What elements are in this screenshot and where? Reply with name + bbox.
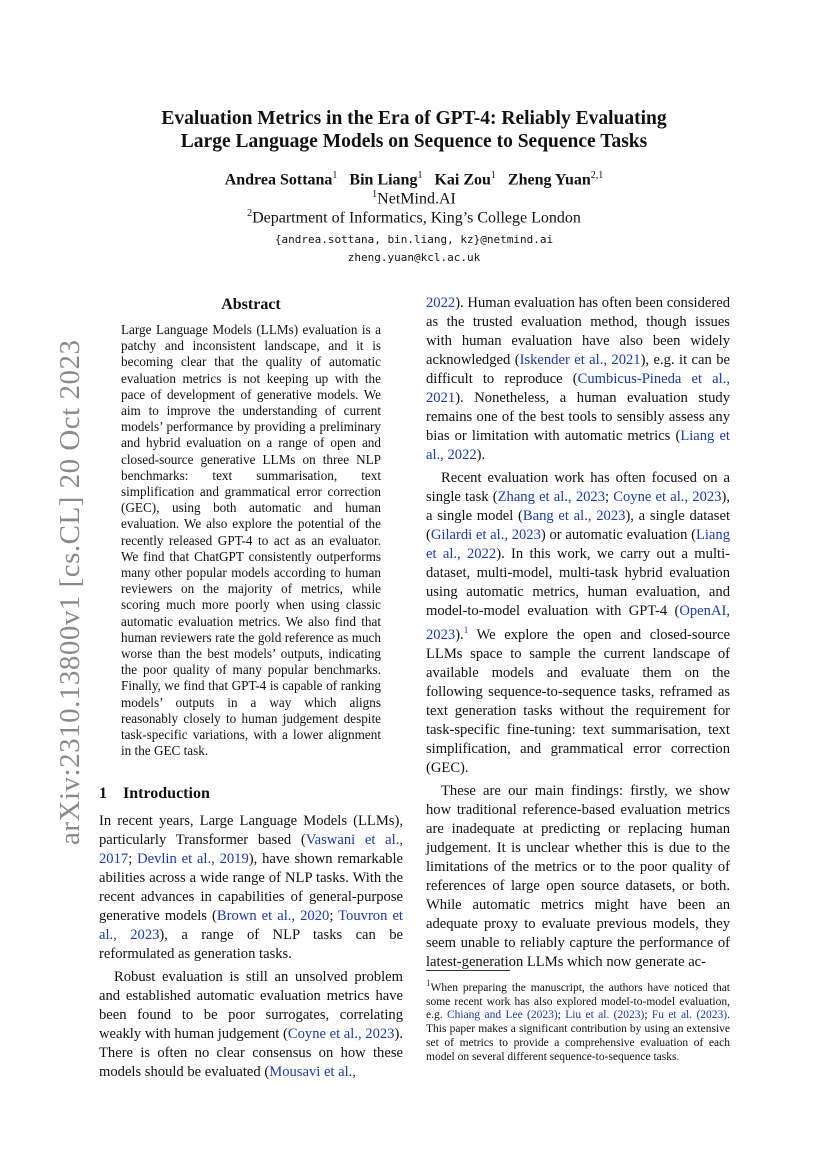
citation-link[interactable]: Brown et al., 2020 — [216, 908, 330, 924]
paragraph-text: ). There is often no clear consensus on how these models should be evaluated ( — [99, 1026, 403, 1080]
citation-link[interactable]: Liang et al., 2022 — [426, 527, 730, 562]
citation-link[interactable]: Devlin et al., 2019 — [137, 851, 249, 867]
footnote-mark[interactable]: 1 — [463, 625, 469, 635]
citation-link[interactable]: Bang et al., 2023 — [522, 508, 626, 524]
footnote-mark[interactable]: 1 — [426, 978, 431, 988]
author-name: Bin Liang — [349, 171, 418, 189]
paper-title — [100, 107, 728, 153]
author-affiliation-mark: 1 — [490, 170, 496, 181]
citation-link[interactable]: Iskender et al., 2021 — [519, 352, 641, 368]
author-list — [100, 170, 728, 189]
email-line-1: {andrea.sottana, bin.liang, kz}@netmind.ai — [274, 233, 554, 246]
citation-link[interactable]: Fu et al. (2023) — [651, 1009, 728, 1022]
affiliation-1: $^1$NetMind.AI — [372, 189, 456, 208]
citation-link[interactable]: Liu et al. (2023) — [565, 1009, 645, 1022]
citation-link[interactable]: OpenAI, 2023 — [426, 603, 730, 643]
paragraph — [99, 812, 403, 964]
paragraph-text: . This paper makes a significant contribution by using an extensive set of metrics to provide a comprehensive evaluation of each model on several different sequence-to-sequence tasks. — [426, 1009, 730, 1063]
paragraph-text: ; — [557, 1009, 566, 1022]
paragraph-text: ), have shown remarkable abilities across a wide range of NLP tasks. With the recent advances in capabilities of general-purpose generative models ( — [99, 851, 403, 924]
paragraph-text: These are our main findings: firstly, we show how traditional reference-based evaluation metrics are inadequate at predicting or replacing human judgement. It is unclear whether this is due to the limitations of the metrics or to the poor quality of references of large open source datasets, or both. While automatic metrics might have been an adequate proxy to evaluate previous models, they seem unable to reliably capture the performance of latest-generation LLMs which now generate ac- — [426, 782, 730, 970]
paragraph-text: ; — [605, 489, 614, 505]
author-affiliation-mark: 1 — [417, 170, 423, 181]
title-line-1: Evaluation Metrics in the Era of GPT-4: Reliably Evaluating — [161, 108, 667, 129]
paragraph — [426, 469, 730, 778]
arxiv-id: arXiv:2310.13800v1 [cs.CL] 20 Oct 2023 — [54, 339, 86, 845]
paragraph-text: In recent years, Large Language Models (LLMs), particularly Transformer based ( — [99, 813, 403, 848]
citation-link[interactable]: Gilardi et al., 2023 — [430, 527, 541, 543]
paragraph-text: ; — [128, 851, 138, 867]
citation-link[interactable]: Vaswani et al., 2017 — [99, 832, 403, 867]
email-line-2: zheng.yuan@kcl.ac.uk — [347, 251, 481, 264]
paragraph-text: ; — [329, 908, 339, 924]
citation-link[interactable]: Cumbicus-Pineda et al., 2021 — [426, 371, 730, 406]
paragraph-text: ), a single model ( — [426, 489, 730, 524]
citation-link[interactable]: 2022 — [426, 295, 456, 311]
paragraph-text: ), a range of NLP tasks can be reformulated as generation tasks. — [99, 927, 403, 962]
paragraph-text: ). Human evaluation has often been considered as the trusted evaluation method, though issues with human evaluation have also been widely acknowledged ( — [426, 295, 730, 368]
paragraph-text: Recent evaluation work has often focused on a single task ( — [426, 470, 730, 505]
paragraph — [99, 968, 403, 1082]
paragraph-text: ) or automatic evaluation ( — [540, 527, 696, 543]
paragraph-text: Robust evaluation is still an unsolved problem and established automatic evaluation metrics have been found to be poor surrogates, correlating weakly with human judgement ( — [99, 969, 403, 1042]
footnote — [426, 977, 730, 1065]
author-name: Andrea Sottana — [224, 171, 333, 189]
paragraph-text: ; — [644, 1009, 652, 1022]
citation-link[interactable]: Chiang and Lee (2023) — [446, 1009, 558, 1022]
citation-link[interactable]: Coyne et al., 2023 — [613, 489, 722, 505]
affiliation-2: $^2$Department of Informatics, King’s College London — [247, 208, 581, 227]
paragraph-text: ), a single dataset ( — [426, 508, 730, 543]
paragraph-text: ). In this work, we carry out a multi-dataset, multi-model, multi-task hybrid evaluation using automatic metrics, human evaluation, and model-to-model evaluation with GPT-4 ( — [426, 546, 730, 619]
author-name: Kai Zou — [434, 171, 491, 189]
citation-link[interactable]: Touvron et al., 2023 — [99, 908, 403, 943]
author-affiliation-mark: 2,1 — [590, 170, 604, 181]
paragraph — [426, 782, 730, 972]
paragraph-text: ). Nonetheless, a human evaluation study remains one of the best tools to sensibly assess any bias or limitation with automatic metrics ( — [426, 390, 730, 444]
abstract-body: Large Language Models (LLMs) evaluation is a patchy and inconsistent landscape, and it is becoming clear that the quality of automatic evaluation metrics is not keeping up with the pace of development of generative models. We aim to improve the understanding of current models’ performance by providing a preliminary and hybrid evaluation on a range of open and closed-source generative LLMs on three NLP benchmarks: text summarisation, text simplification and grammatical error correction (GEC), using both automatic and human evaluation. We also explore the potential of the recently released GPT-4 to act as an evaluator. We find that ChatGPT consistently outperforms many other popular models according to human reviewers on the majority of metrics, while scoring much more poorly when using classic automatic evaluation metrics. We also find that human reviewers rate the gold reference as much worse than the best models’ outputs, indicating the poor quality of many popular benchmarks. Finally, we find that GPT-4 is capable of ranking models’ outputs in a way which aligns reasonably closely to human judgement despite task-specific variations, with a lower alignment in the GEC task. — [121, 322, 381, 759]
citation-link[interactable]: Mousavi et al., — [269, 1064, 356, 1080]
abstract-heading: Abstract — [221, 296, 281, 313]
paragraph — [426, 294, 730, 465]
citation-link[interactable]: Coyne et al., 2023 — [287, 1026, 395, 1042]
footnote-rule — [426, 970, 510, 971]
paragraph-text: We explore the open and closed-source LLMs space to sample the current landscape of available models and evaluate them on the following sequence-to-sequence tasks, reframed as text generation tasks without the requirement for task-specific fine-tuning: text summarisation, text simplification, and grammatical error correction (GEC). — [426, 626, 730, 776]
left-column-body — [99, 812, 403, 1082]
paragraph-text: When preparing the manuscript, the authors have noticed that some recent work has also explored model-to-model evaluation, e.g. — [426, 981, 730, 1022]
author-affiliation-mark: 1 — [332, 170, 338, 181]
title-line-2: Large Language Models on Sequence to Sequence Tasks — [180, 131, 648, 152]
citation-link[interactable]: Zhang et al., 2023 — [497, 489, 606, 505]
paragraph-text: ). — [476, 447, 486, 463]
paragraph-text: ). — [455, 626, 464, 643]
paragraph-text: ), e.g. it can be difficult to reproduce ( — [426, 352, 730, 387]
right-column-body — [426, 294, 730, 972]
section-heading: 1 Introduction — [99, 785, 210, 802]
author-name: Zheng Yuan — [507, 171, 591, 189]
arxiv-watermark — [14, 339, 86, 845]
citation-link[interactable]: Liang et al., 2022 — [426, 428, 730, 463]
